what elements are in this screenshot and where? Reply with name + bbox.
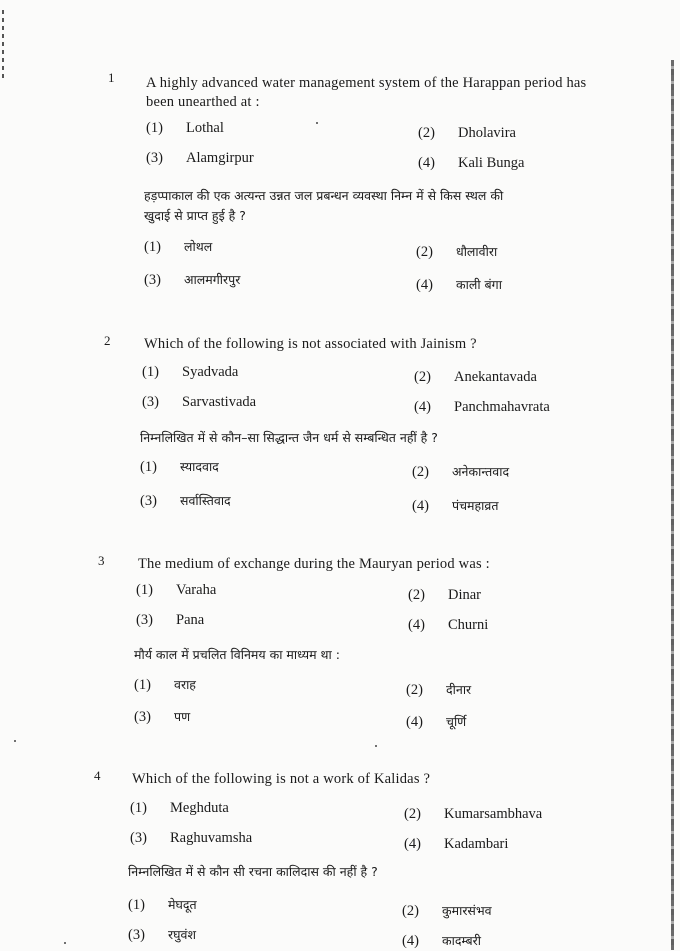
stem-line: A highly advanced water management system of the Harappan period has xyxy=(146,75,587,91)
option-1[interactable] xyxy=(146,120,224,137)
option-number: (1) xyxy=(128,897,145,913)
option-label: Kumarsambhava xyxy=(444,806,543,822)
option-label: चूर्णि xyxy=(446,714,467,729)
hindi-option-2[interactable] xyxy=(406,681,471,699)
option-label: Dholavira xyxy=(458,125,516,141)
option-number: (2) xyxy=(408,587,425,603)
option-1[interactable] xyxy=(130,800,229,817)
question-number: 1 xyxy=(108,70,115,85)
hindi-option-3[interactable] xyxy=(144,271,240,289)
option-label: धौलावीरा xyxy=(456,244,498,259)
option-label: Anekantavada xyxy=(454,369,537,385)
option-label: स्यादवाद xyxy=(180,459,219,474)
option-number: (4) xyxy=(404,836,421,852)
hindi-line: खुदाई से प्राप्त हुई है ? xyxy=(144,208,246,223)
option-number: (3) xyxy=(130,830,147,846)
option-number: (3) xyxy=(128,927,145,943)
question-stem xyxy=(138,555,490,574)
option-2[interactable] xyxy=(418,125,516,142)
option-number: (1) xyxy=(130,800,147,816)
hindi-line: मौर्य काल में प्रचलित विनिमय का माध्यम था : xyxy=(134,647,340,662)
option-label: सर्वास्तिवाद xyxy=(180,493,231,508)
hindi-option-4[interactable] xyxy=(402,932,481,950)
scan-speck xyxy=(14,740,16,742)
option-4[interactable] xyxy=(404,836,508,853)
option-label: Pana xyxy=(176,612,205,628)
option-number: (4) xyxy=(418,155,435,171)
option-label: Alamgirpur xyxy=(186,150,254,166)
scan-speck xyxy=(316,122,318,124)
option-label: कुमारसंभव xyxy=(442,903,492,918)
option-1[interactable] xyxy=(136,582,216,599)
option-number: (3) xyxy=(134,709,151,725)
option-number: (3) xyxy=(140,493,157,509)
hindi-line: हड़प्पाकाल की एक अत्यन्त उन्नत जल प्रबन्धन व्यवस्था निम्न में से किस स्थल की xyxy=(144,188,504,203)
option-number: (2) xyxy=(418,125,435,141)
option-label: Kadambari xyxy=(444,836,509,852)
hindi-line: निम्नलिखित में से कौन–सा सिद्धान्त जैन धर्म से सम्बन्धित नहीं है ? xyxy=(140,430,438,445)
option-label: Raghuvamsha xyxy=(170,830,253,846)
option-3[interactable] xyxy=(146,150,254,167)
option-4[interactable] xyxy=(408,617,488,634)
option-label: पण xyxy=(174,709,191,724)
stem-line: been unearthed at : xyxy=(146,94,260,110)
option-number: (2) xyxy=(404,806,421,822)
option-label: Syadvada xyxy=(182,364,239,380)
option-label: काली बंगा xyxy=(456,277,502,292)
question-number: 4 xyxy=(94,768,101,783)
option-number: (1) xyxy=(146,120,163,136)
option-label: Varaha xyxy=(176,582,217,598)
option-label: Panchmahavrata xyxy=(454,399,550,415)
option-2[interactable] xyxy=(408,587,481,604)
option-number: (2) xyxy=(414,369,431,385)
scan-edge-left xyxy=(2,10,4,80)
stem-line: Which of the following is not a work of Kalidas ? xyxy=(132,771,431,787)
option-number: (2) xyxy=(406,682,423,698)
option-label: आलमगीरपुर xyxy=(184,272,241,287)
option-label: लोथल xyxy=(184,239,213,254)
option-label: अनेकान्तवाद xyxy=(452,464,510,479)
option-label: दीनार xyxy=(446,682,472,697)
option-number: (3) xyxy=(136,612,153,628)
option-label: Lothal xyxy=(186,120,224,136)
scan-speck xyxy=(64,942,66,944)
question-stem-hindi xyxy=(128,862,378,882)
hindi-option-2[interactable] xyxy=(402,902,492,920)
hindi-option-4[interactable] xyxy=(406,713,466,731)
option-label: कादम्बरी xyxy=(442,933,482,948)
question-stem xyxy=(132,770,430,789)
question-stem-hindi xyxy=(134,645,340,665)
option-number: (4) xyxy=(408,617,425,633)
option-label: मेघदूत xyxy=(168,897,197,912)
hindi-option-2[interactable] xyxy=(412,463,509,481)
option-number: (2) xyxy=(402,903,419,919)
option-number: (4) xyxy=(406,714,423,730)
option-label: Sarvastivada xyxy=(182,394,257,410)
option-label: Meghduta xyxy=(170,800,229,816)
option-3[interactable] xyxy=(130,830,252,847)
option-4[interactable] xyxy=(418,155,524,172)
option-3[interactable] xyxy=(142,394,256,411)
option-label: Churni xyxy=(448,617,489,633)
option-number: (1) xyxy=(140,459,157,475)
stem-line: The medium of exchange during the Mauryan period was : xyxy=(138,556,490,572)
option-number: (3) xyxy=(142,394,159,410)
option-number: (1) xyxy=(142,364,159,380)
option-number: (4) xyxy=(402,933,419,949)
option-number: (1) xyxy=(134,677,151,693)
hindi-option-1[interactable] xyxy=(134,676,196,694)
option-number: (1) xyxy=(136,582,153,598)
question-stem xyxy=(144,335,477,354)
hindi-option-2[interactable] xyxy=(416,243,497,261)
question-stem xyxy=(146,74,586,112)
hindi-option-1[interactable] xyxy=(144,238,212,256)
option-number: (3) xyxy=(144,272,161,288)
option-4[interactable] xyxy=(414,399,550,416)
option-label: Dinar xyxy=(448,587,482,603)
question-stem-hindi xyxy=(144,186,503,226)
option-2[interactable] xyxy=(404,806,542,823)
option-number: (4) xyxy=(412,498,429,514)
option-number: (3) xyxy=(146,150,163,166)
option-number: (4) xyxy=(416,277,433,293)
stem-line: Which of the following is not associated with Jainism ? xyxy=(144,336,477,352)
option-label: वराह xyxy=(174,677,196,692)
option-label: पंचमहाव्रत xyxy=(452,498,499,513)
option-number: (1) xyxy=(144,239,161,255)
option-3[interactable] xyxy=(136,612,204,629)
question-stem-hindi xyxy=(140,428,438,448)
hindi-option-3[interactable] xyxy=(140,492,231,510)
option-label: रघुवंश xyxy=(168,927,196,942)
hindi-option-3[interactable] xyxy=(128,926,196,944)
scan-speck xyxy=(375,745,377,747)
hindi-option-4[interactable] xyxy=(412,497,498,515)
question-number: 3 xyxy=(98,553,105,568)
hindi-option-1[interactable] xyxy=(140,458,219,476)
option-label: Kali Bunga xyxy=(458,155,525,171)
hindi-option-4[interactable] xyxy=(416,276,502,294)
hindi-option-3[interactable] xyxy=(134,708,190,726)
option-number: (2) xyxy=(412,464,429,480)
question-number: 2 xyxy=(104,333,111,348)
option-number: (2) xyxy=(416,244,433,260)
option-1[interactable] xyxy=(142,364,238,381)
hindi-line: निम्नलिखित में से कौन सी रचना कालिदास की नहीं है ? xyxy=(128,864,378,879)
hindi-option-1[interactable] xyxy=(128,896,197,914)
option-2[interactable] xyxy=(414,369,537,386)
option-number: (4) xyxy=(414,399,431,415)
scan-edge-right xyxy=(671,60,674,950)
